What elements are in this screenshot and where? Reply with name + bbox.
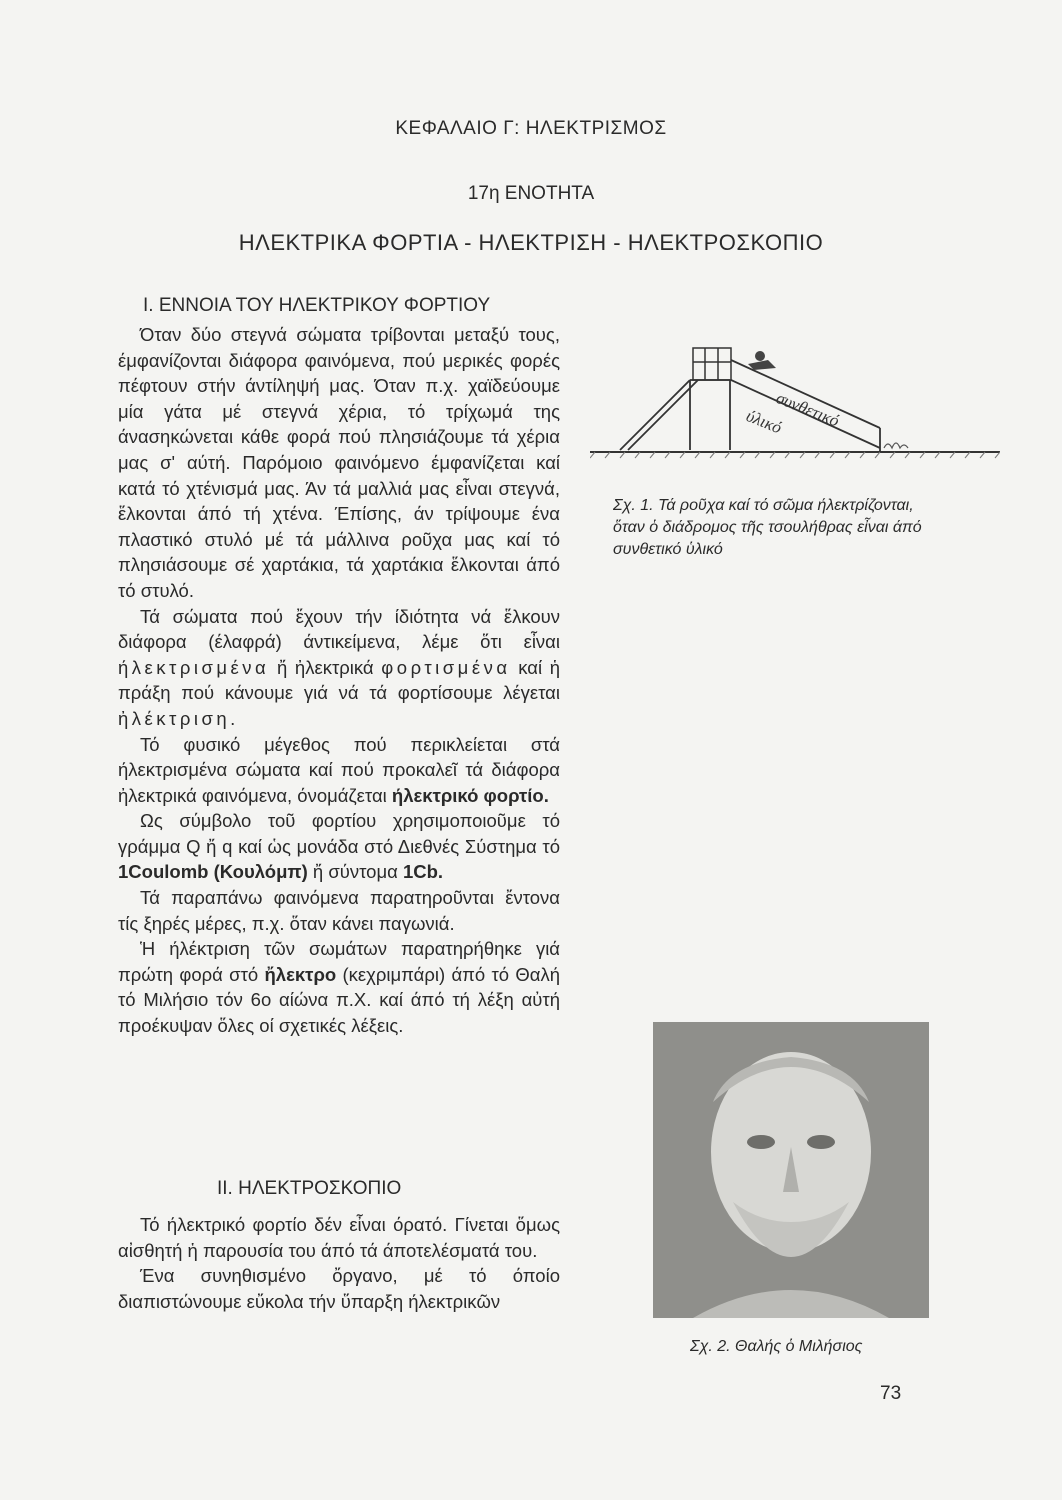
chapter-heading: ΚΕΦΑΛΑΙΟ Γ: ΗΛΕΚΤΡΙΣΜΟΣ (395, 118, 667, 139)
figure-2-caption: Σχ. 2. Θαλής ὁ Μιλήσιος (690, 1338, 863, 1355)
figure-1-caption: Σχ. 1. Τά ροῦχα καί τό σῶμα ήλεκτρίζονται, ὅταν ὁ διάδρομος τῆς τσουλήθρας εἶναι άπό συνθετικό ὑλικό (613, 497, 922, 558)
term-cb: 1Cb. (402, 861, 444, 883)
paragraph-6-text-c: (κεχριμπάρι) άπό τό Θαλή τό Μιλήσιο τόν 6ο αίώνα π.Χ. καί άπό τή λέξη αὐτή προέκυψαν ὅλες οί σχετικές λέξεις. (118, 963, 561, 1037)
grass-tuft (884, 443, 908, 448)
paragraph-2-text-a: Τά σώματα πού ἔχουν τήν ίδιότητα νά ἕλκουν διάφορα (έλαφρά) άντικείμενα, λέμε ὅτι εἶναι (118, 605, 560, 653)
slide-illustration (590, 340, 1000, 470)
main-text-column (118, 322, 560, 1039)
unit-heading: 17η ΕΝΟΤΗΤΑ (467, 183, 595, 204)
section-2-heading: ΙΙ. ΗΛΕΚΤΡΟΣΚΟΠΙΟ (217, 1178, 402, 1199)
term-coulomb: 1Coulomb (Κουλόμπ) (118, 861, 308, 883)
term-electric-charge: ήλεκτρικό φορτίο. (391, 784, 549, 806)
paragraph-2-text-e: καί ἡ πράξη πού κάνουμε γιά νά τά φορτίσουμε λέγεται (118, 656, 561, 704)
child-on-slide (748, 351, 776, 370)
slide-ladder (620, 380, 730, 450)
term-charged: φορτισμένα (381, 656, 511, 678)
page-title: ΗΛΕΚΤΡΙΚΑ ΦΟΡΤΙΑ - ΗΛΕΚΤΡΙΣΗ - ΗΛΕΚΤΡΟΣΚΟΠΙΟ (238, 230, 824, 255)
slide-platform-rail (693, 348, 731, 380)
term-electrification: ἠλέκτριση. (118, 707, 239, 729)
thales-bust-photo (653, 1022, 929, 1318)
paragraph-4-text-c: ἤ σύντομα (312, 861, 398, 883)
term-amber: ἤλεκτρο (264, 963, 337, 985)
section-2-text (118, 1212, 560, 1314)
page-number: 73 (880, 1383, 902, 1404)
term-electrified: ήλεκτρισμένα (118, 656, 270, 678)
paragraph-3-text-a: Τό φυσικό μέγεθος πού περικλείεται στά ήλεκτρισμένα σώματα καί πού προκαλεῖ τά διάφορα ἠλεκτρικά φαινόμενα, όνομάζεται (118, 733, 560, 806)
paragraph-4 (118, 808, 560, 885)
material-label-1: συνθετικό (773, 388, 843, 431)
paragraph-6 (118, 936, 560, 1038)
section-1-heading: Ι. ΕΝΝΟΙΑ ΤΟΥ ΗΛΕΚΤΡΙΚΟΥ ΦΟΡΤΙΟΥ (143, 295, 491, 316)
section-2-paragraph-1: Τό ήλεκτρικό φορτίο δέν εἶναι όρατό. Γίνεται ὅμως αἰσθητή ἡ παρουσία του άπό τά άποτελέσματά του. (118, 1214, 560, 1261)
paragraph-6-text-a: Ἡ ήλέκτριση τῶν σωμάτων παρατηρήθηκε γιά πρώτη φορά στό (118, 938, 560, 985)
paragraph-1: Όταν δύο στεγνά σώματα τρίβονται μεταξύ τους, έμφανίζονται διάφορα φαινόμενα, πού μερικές φορές πέφτουν στήν άντίληψή μας. Όταν π.χ. χαϊδεύουμε μία γάτα μέ στεγνά χέρια, τό τρίχωμά της άνασηκώνεται κάθε φορά πού πλησιάζουμε τά χέρια μας σ' αύτή. Παρόμοιο φαινόμενο έμφανίζεται καί κατά τό χτένισμά μας. Άν τά μαλλιά μας εἶναι στεγνά, ἕλκονται άπό τή χτένα. Έπίσης, άν τρίψουμε ένα πλαστικό στυλό μέ τά μάλλινα ροῦχα μας καί τό πλησιάσουμε σέ χαρτάκια, τά χαρτάκια ἕλκονται άπό τό στυλό. (118, 324, 560, 601)
material-label-2: ύλικό (743, 406, 785, 438)
paragraph-3 (118, 732, 560, 809)
paragraph-4-text-a: Ως σύμβολο τοῦ φορτίου χρησιμοποιοῦμε τό γράμμα Q ἤ q καί ὡς μονάδα στό Διεθνές Σύστημα τό (118, 810, 560, 857)
bust-drawing (653, 1022, 929, 1318)
paragraph-5: Τά παραπάνω φαινόμενα παρατηροῦνται ἔντονα τίς ξηρές μέρες, π.χ. ὅταν κάνει παγωνιά. (118, 887, 560, 934)
section-2-paragraph-2: Ένα συνηθισμένο ὄργανο, μέ τό όποίο διαπιστώνουμε εὔκολα τήν ὕπαρξη ήλεκτρικῶν (118, 1265, 560, 1312)
paragraph-2-text-c: ἤ ἠλεκτρικά (276, 656, 374, 678)
paragraph-2 (118, 604, 560, 732)
